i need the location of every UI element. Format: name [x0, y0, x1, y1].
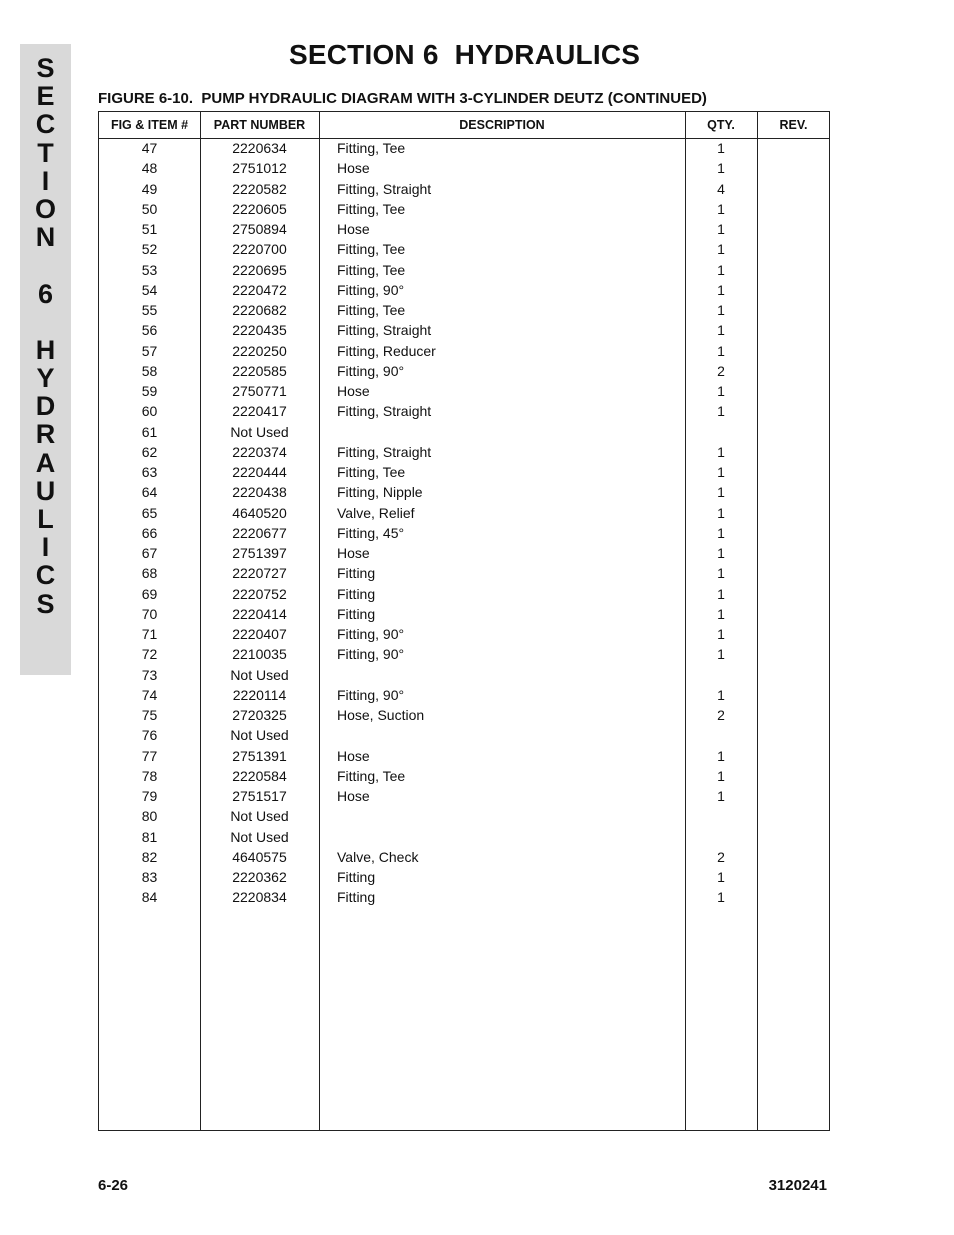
part-number-cell: 2751391: [232, 747, 287, 764]
part-number-cell: 2220250: [232, 342, 287, 359]
table-row: [99, 523, 829, 543]
table-row: [99, 320, 829, 340]
quantity-cell: 1: [717, 626, 725, 642]
side-tab-letter: L: [37, 504, 54, 534]
table-row: [99, 219, 829, 239]
header-qty: QTY.: [707, 118, 735, 132]
item-number-cell: 72: [141, 646, 158, 663]
quantity-cell: 1: [717, 869, 725, 885]
quantity-cell: 1: [717, 565, 725, 582]
description-cell: Fitting, Nipple: [337, 484, 423, 501]
quantity-cell: 1: [717, 342, 725, 359]
table-row: [99, 442, 829, 462]
part-number-cell: 2220834: [232, 889, 287, 906]
table-row: [99, 138, 829, 158]
part-number-cell: 2751012: [232, 160, 287, 177]
part-number-cell: 2220414: [232, 605, 287, 622]
item-number-cell: 65: [141, 504, 158, 521]
side-tab-letter: S: [36, 53, 55, 83]
item-number-cell: 80: [141, 808, 158, 825]
item-number-cell: 57: [141, 342, 158, 359]
description-cell: Fitting: [337, 889, 376, 906]
table-row: [99, 381, 829, 401]
quantity-cell: 1: [717, 585, 725, 602]
table-row: [99, 300, 829, 320]
part-number-cell: Not Used: [230, 828, 289, 845]
item-number-cell: 49: [141, 180, 158, 197]
item-number-cell: 55: [141, 302, 158, 318]
part-number-cell: 2220582: [232, 180, 287, 197]
item-number-cell: 48: [141, 160, 158, 177]
quantity-cell: 1: [717, 241, 725, 258]
table-row: [99, 685, 829, 705]
document-number: 3120241: [768, 1177, 827, 1194]
table-row: [99, 482, 829, 502]
description-cell: Valve, Relief: [337, 504, 415, 521]
quantity-cell: 1: [717, 281, 725, 298]
quantity-cell: 1: [717, 383, 725, 399]
part-number-cell: 2220585: [232, 362, 287, 379]
table-row: [99, 503, 829, 523]
quantity-cell: 1: [717, 261, 725, 278]
quantity-cell: 1: [717, 889, 725, 906]
part-number-cell: 2751517: [232, 788, 287, 804]
quantity-cell: 1: [717, 302, 725, 318]
part-number-cell: 2220727: [232, 565, 287, 582]
quantity-cell: 1: [717, 160, 725, 177]
table-row: [99, 361, 829, 381]
part-number-cell: Not Used: [230, 423, 289, 440]
part-number-cell: 2220435: [232, 322, 287, 339]
quantity-cell: 2: [717, 848, 725, 865]
description-cell: Fitting, Tee: [337, 200, 406, 217]
item-number-cell: 60: [141, 403, 158, 420]
table-row: [99, 725, 829, 745]
description-cell: Fitting, 45°: [337, 524, 405, 541]
side-tab-letter: N: [35, 222, 56, 253]
quantity-cell: 4: [717, 180, 725, 197]
side-tab-letter: O: [34, 193, 56, 224]
side-tab-letter: E: [36, 81, 55, 112]
part-number-cell: 2220634: [232, 140, 287, 156]
part-number-cell: Not Used: [230, 808, 289, 825]
side-tab-letter: H: [35, 334, 56, 365]
part-number-cell: 2220444: [232, 464, 287, 480]
quantity-cell: 1: [717, 545, 725, 561]
side-tab-letter: I: [41, 532, 50, 563]
part-number-cell: 2220362: [232, 869, 287, 885]
side-tab-letter: 6: [37, 278, 54, 309]
description-cell: Fitting, Straight: [337, 403, 432, 420]
part-number-cell: 2751397: [232, 545, 287, 561]
table-row: [99, 563, 829, 583]
side-tab-letter: C: [35, 560, 56, 591]
part-number-cell: 2750894: [232, 221, 287, 237]
table-row: [99, 280, 829, 300]
part-number-cell: 2220605: [232, 200, 287, 217]
part-number-cell: 2750771: [232, 383, 287, 399]
table-row: [99, 341, 829, 361]
item-number-cell: 66: [141, 524, 158, 541]
part-number-cell: 2220114: [232, 686, 287, 703]
part-number-cell: Not Used: [230, 727, 289, 744]
item-number-cell: 63: [141, 464, 158, 480]
quantity-cell: 1: [717, 646, 725, 663]
quantity-cell: 1: [717, 200, 725, 217]
item-number-cell: 82: [141, 848, 158, 865]
item-number-cell: 78: [141, 767, 158, 784]
quantity-cell: 1: [717, 767, 725, 784]
table-row: [99, 179, 829, 199]
item-number-cell: 50: [141, 200, 158, 217]
table-row: [99, 705, 829, 725]
side-tab-letter: U: [35, 475, 56, 506]
table-row: [99, 422, 829, 442]
description-cell: Fitting, 90°: [337, 646, 405, 663]
part-number-cell: 2220682: [232, 302, 287, 318]
description-cell: Fitting: [337, 869, 376, 885]
header-rev: REV.: [779, 118, 808, 132]
page-number: 6-26: [98, 1177, 129, 1194]
quantity-cell: 1: [717, 140, 725, 156]
item-number-cell: 58: [141, 362, 158, 379]
part-number-cell: 2220752: [232, 585, 287, 602]
description-cell: Valve, Check: [337, 848, 419, 865]
description-cell: Fitting, Tee: [337, 261, 406, 278]
description-cell: Hose: [337, 221, 370, 237]
table-row: [99, 746, 829, 766]
description-cell: Fitting, Straight: [337, 443, 432, 460]
table-row: [99, 887, 829, 907]
table-row: [99, 543, 829, 563]
item-number-cell: 56: [141, 322, 158, 339]
description-cell: Fitting, Tee: [337, 241, 406, 258]
side-tab-letter: T: [37, 137, 54, 168]
item-number-cell: 75: [141, 707, 158, 723]
description-cell: Fitting, Tee: [337, 464, 406, 480]
description-cell: Fitting: [337, 585, 376, 602]
part-number-cell: 2220417: [232, 403, 287, 420]
section-side-tab: [20, 44, 71, 675]
item-number-cell: 62: [141, 443, 158, 460]
quantity-cell: 1: [717, 403, 725, 420]
part-number-cell: 2220374: [232, 443, 287, 460]
item-number-cell: 53: [141, 261, 158, 278]
quantity-cell: 1: [717, 686, 725, 703]
part-number-cell: 2220472: [232, 281, 287, 298]
table-row: [99, 786, 829, 806]
table-row: [99, 584, 829, 604]
description-cell: Fitting, Tee: [337, 767, 406, 784]
quantity-cell: 1: [717, 524, 725, 541]
part-number-cell: 2220695: [232, 261, 287, 278]
item-number-cell: 51: [141, 221, 158, 237]
description-cell: Fitting, Tee: [337, 302, 406, 318]
description-cell: Fitting, 90°: [337, 686, 405, 703]
side-tab-letter: D: [35, 391, 56, 422]
item-number-cell: 68: [141, 565, 158, 582]
table-row: [99, 665, 829, 685]
part-number-cell: Not Used: [230, 666, 289, 683]
item-number-cell: 71: [141, 626, 158, 642]
part-number-cell: 2210035: [232, 646, 287, 663]
description-cell: Fitting, Reducer: [337, 342, 436, 359]
item-number-cell: 81: [141, 828, 158, 845]
description-cell: Hose: [337, 160, 370, 177]
quantity-cell: 1: [717, 747, 725, 764]
table-row: [99, 260, 829, 280]
description-cell: Hose, Suction: [337, 707, 425, 723]
part-number-cell: 2720325: [232, 707, 287, 723]
description-cell: Fitting: [337, 605, 376, 622]
description-cell: Hose: [337, 545, 370, 561]
table-row: [99, 644, 829, 664]
header-part-number: PART NUMBER: [213, 118, 306, 132]
header-fig-item: FIG & ITEM #: [110, 118, 189, 132]
parts-table: [98, 111, 830, 1131]
table-row: [99, 401, 829, 421]
header-description: DESCRIPTION: [459, 118, 545, 132]
item-number-cell: 47: [141, 140, 158, 156]
item-number-cell: 79: [141, 788, 158, 804]
part-number-cell: 2220407: [232, 626, 287, 642]
quantity-cell: 1: [717, 605, 725, 622]
side-tab-letter: R: [35, 419, 56, 450]
part-number-cell: 4640520: [232, 504, 287, 521]
quantity-cell: 1: [717, 464, 725, 480]
description-cell: Hose: [337, 788, 370, 804]
quantity-cell: 1: [717, 443, 725, 460]
item-number-cell: 52: [141, 241, 158, 258]
item-number-cell: 83: [141, 869, 158, 885]
item-number-cell: 64: [141, 484, 158, 501]
table-row: [99, 867, 829, 887]
side-tab-letter: Y: [36, 363, 55, 394]
quantity-cell: 1: [717, 221, 725, 237]
quantity-cell: 1: [717, 484, 725, 501]
item-number-cell: 69: [141, 585, 158, 602]
description-cell: Fitting: [337, 565, 376, 582]
side-tab-letter: S: [36, 588, 55, 619]
item-number-cell: 54: [141, 281, 158, 298]
side-tab-letter: C: [35, 109, 56, 140]
description-cell: Fitting, 90°: [337, 362, 405, 379]
part-number-cell: 2220700: [232, 241, 287, 258]
table-row: [99, 624, 829, 644]
table-row: [99, 199, 829, 219]
part-number-cell: 2220438: [232, 484, 287, 501]
description-cell: Hose: [337, 747, 370, 764]
table-row: [99, 239, 829, 259]
part-number-cell: 4640575: [232, 848, 287, 865]
item-number-cell: 77: [141, 747, 158, 764]
item-number-cell: 61: [141, 423, 158, 440]
item-number-cell: 67: [141, 545, 158, 561]
page-title: SECTION 6 HYDRAULICS: [289, 39, 641, 70]
quantity-cell: 1: [717, 322, 725, 339]
description-cell: Fitting, 90°: [337, 626, 405, 642]
quantity-cell: 1: [717, 788, 725, 804]
side-tab-letter: I: [41, 165, 50, 196]
item-number-cell: 59: [141, 383, 158, 399]
side-tab-letter: A: [35, 447, 56, 478]
item-number-cell: 73: [141, 666, 158, 683]
table-row: [99, 847, 829, 867]
item-number-cell: 70: [141, 605, 158, 622]
description-cell: Fitting, Tee: [337, 140, 406, 156]
description-cell: Fitting, Straight: [337, 180, 432, 197]
description-cell: Fitting, Straight: [337, 322, 432, 339]
quantity-cell: 1: [717, 504, 725, 521]
item-number-cell: 84: [141, 889, 158, 906]
part-number-cell: 2220677: [232, 524, 287, 541]
table-row: [99, 766, 829, 786]
quantity-cell: 2: [717, 362, 725, 379]
part-number-cell: 2220584: [232, 767, 287, 784]
description-cell: Hose: [337, 383, 370, 399]
section-side-tab-letters: [20, 54, 71, 618]
table-row: [99, 827, 829, 847]
table-header-row: [99, 112, 829, 139]
table-row: [99, 158, 829, 178]
quantity-cell: 2: [717, 707, 725, 723]
item-number-cell: 76: [141, 727, 158, 744]
table-row: [99, 604, 829, 624]
figure-caption: FIGURE 6-10. PUMP HYDRAULIC DIAGRAM WITH 3-CYLINDER DEUTZ (CONTINUED): [98, 90, 707, 107]
description-cell: Fitting, 90°: [337, 281, 405, 298]
table-row: [99, 462, 829, 482]
item-number-cell: 74: [141, 686, 158, 703]
table-row: [99, 806, 829, 826]
